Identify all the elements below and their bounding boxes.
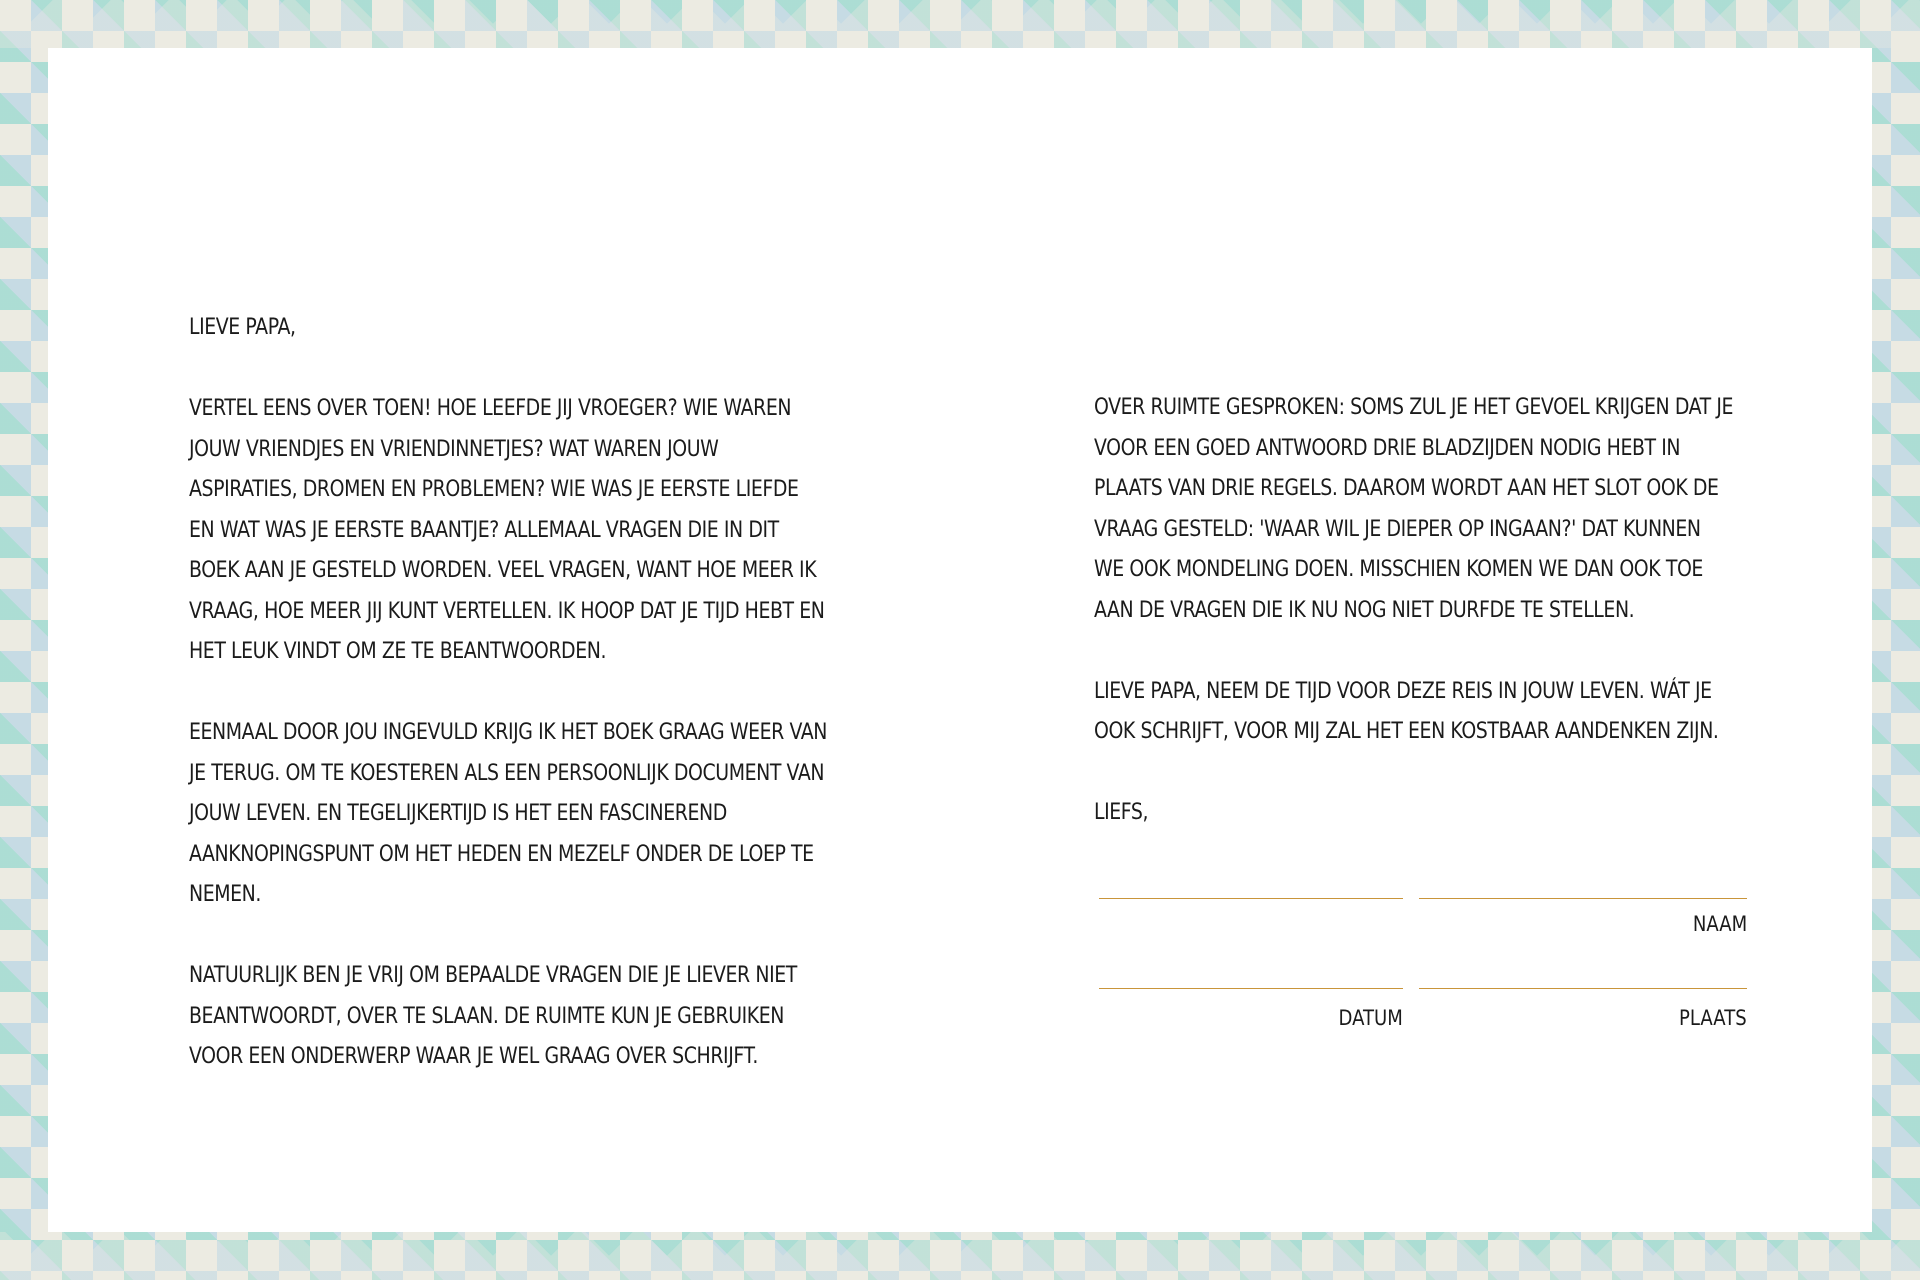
name-label: NAAM xyxy=(1692,912,1747,936)
letter-column-left xyxy=(189,308,829,1118)
paragraph-space: OVER RUIMTE GESPROKEN: SOMS ZUL JE HET GEVOEL KRIJGEN DAT JE VOOR EEN GOED ANTWOORD DRIE BLADZIJDEN NODIG HEBT IN PLAATS VAN DRIE REGELS. DAAROM WORDT AAN HET SLOT OOK DE VRAAG GESTELD: 'WAAR WIL JE DIEPER OP INGAAN?' DAT KUNNEN WE OOK MONDELING DOEN. MISSCHIEN KOMEN WE DAN OOK TOE AAN DE VRAGEN DIE IK NU NOG NIET DURFDE TE STELLEN. xyxy=(1094,395,1734,623)
paragraph-skip-questions: NATUURLIJK BEN JE VRIJ OM BEPAALDE VRAGEN DIE JE LIEVER NIET BEANTWOORDT, OVER TE SLAAN. DE RUIMTE KUN JE GEBRUIKEN VOOR EEN ONDERWERP WAAR JE WEL GRAAG OVER SCHRIJFT. xyxy=(189,963,797,1069)
date-label: DATUM xyxy=(1338,1006,1403,1030)
letter-column-right xyxy=(1094,388,1734,874)
pattern-border-top xyxy=(0,0,1920,48)
letter-page xyxy=(48,48,1872,1232)
place-line[interactable] xyxy=(1419,988,1747,989)
salutation: LIEVE PAPA, xyxy=(189,315,296,340)
closing: LIEFS, xyxy=(1094,800,1149,825)
signature-line[interactable] xyxy=(1099,898,1403,899)
name-line[interactable] xyxy=(1419,898,1747,899)
paragraph-return-book: EENMAAL DOOR JOU INGEVULD KRIJG IK HET BOEK GRAAG WEER VAN JE TERUG. OM TE KOESTEREN ALS EEN PERSOONLIJK DOCUMENT VAN JOUW LEVEN. EN TEGELIJKERTIJD IS HET EEN FASCINEREND AANKNOPINGSPUNT OM HET HEDEN EN MEZELF ONDER DE LOEP TE NEMEN. xyxy=(189,720,827,907)
place-label: PLAATS xyxy=(1679,1006,1747,1030)
signature-area xyxy=(1099,898,1799,1068)
pattern-border-bottom xyxy=(0,1232,1920,1280)
paragraph-take-time: LIEVE PAPA, NEEM DE TIJD VOOR DEZE REIS IN JOUW LEVEN. WÁT JE OOK SCHRIJFT, VOOR MIJ ZAL HET EEN KOSTBAAR AANDENKEN ZIJN. xyxy=(1094,678,1719,744)
date-line[interactable] xyxy=(1099,988,1403,989)
paragraph-intro: VERTEL EENS OVER TOEN! HOE LEEFDE JIJ VROEGER? WIE WAREN JOUW VRIENDJES EN VRIENDINNETJES? WAT WAREN JOUW ASPIRATIES, DROMEN EN PROBLEMEN? WIE WAS JE EERSTE LIEFDE EN WAT WAS JE EERSTE BAANTJE? ALLEMAAL VRAGEN DIE IN DIT BOEK AAN JE GESTELD WORDEN. VEEL VRAGEN, WANT HOE MEER IK VRAAG, HOE MEER JIJ KUNT VERTELLEN. IK HOOP DAT JE TIJD HEBT EN HET LEUK VINDT OM ZE TE BEANTWOORDEN. xyxy=(189,396,825,664)
